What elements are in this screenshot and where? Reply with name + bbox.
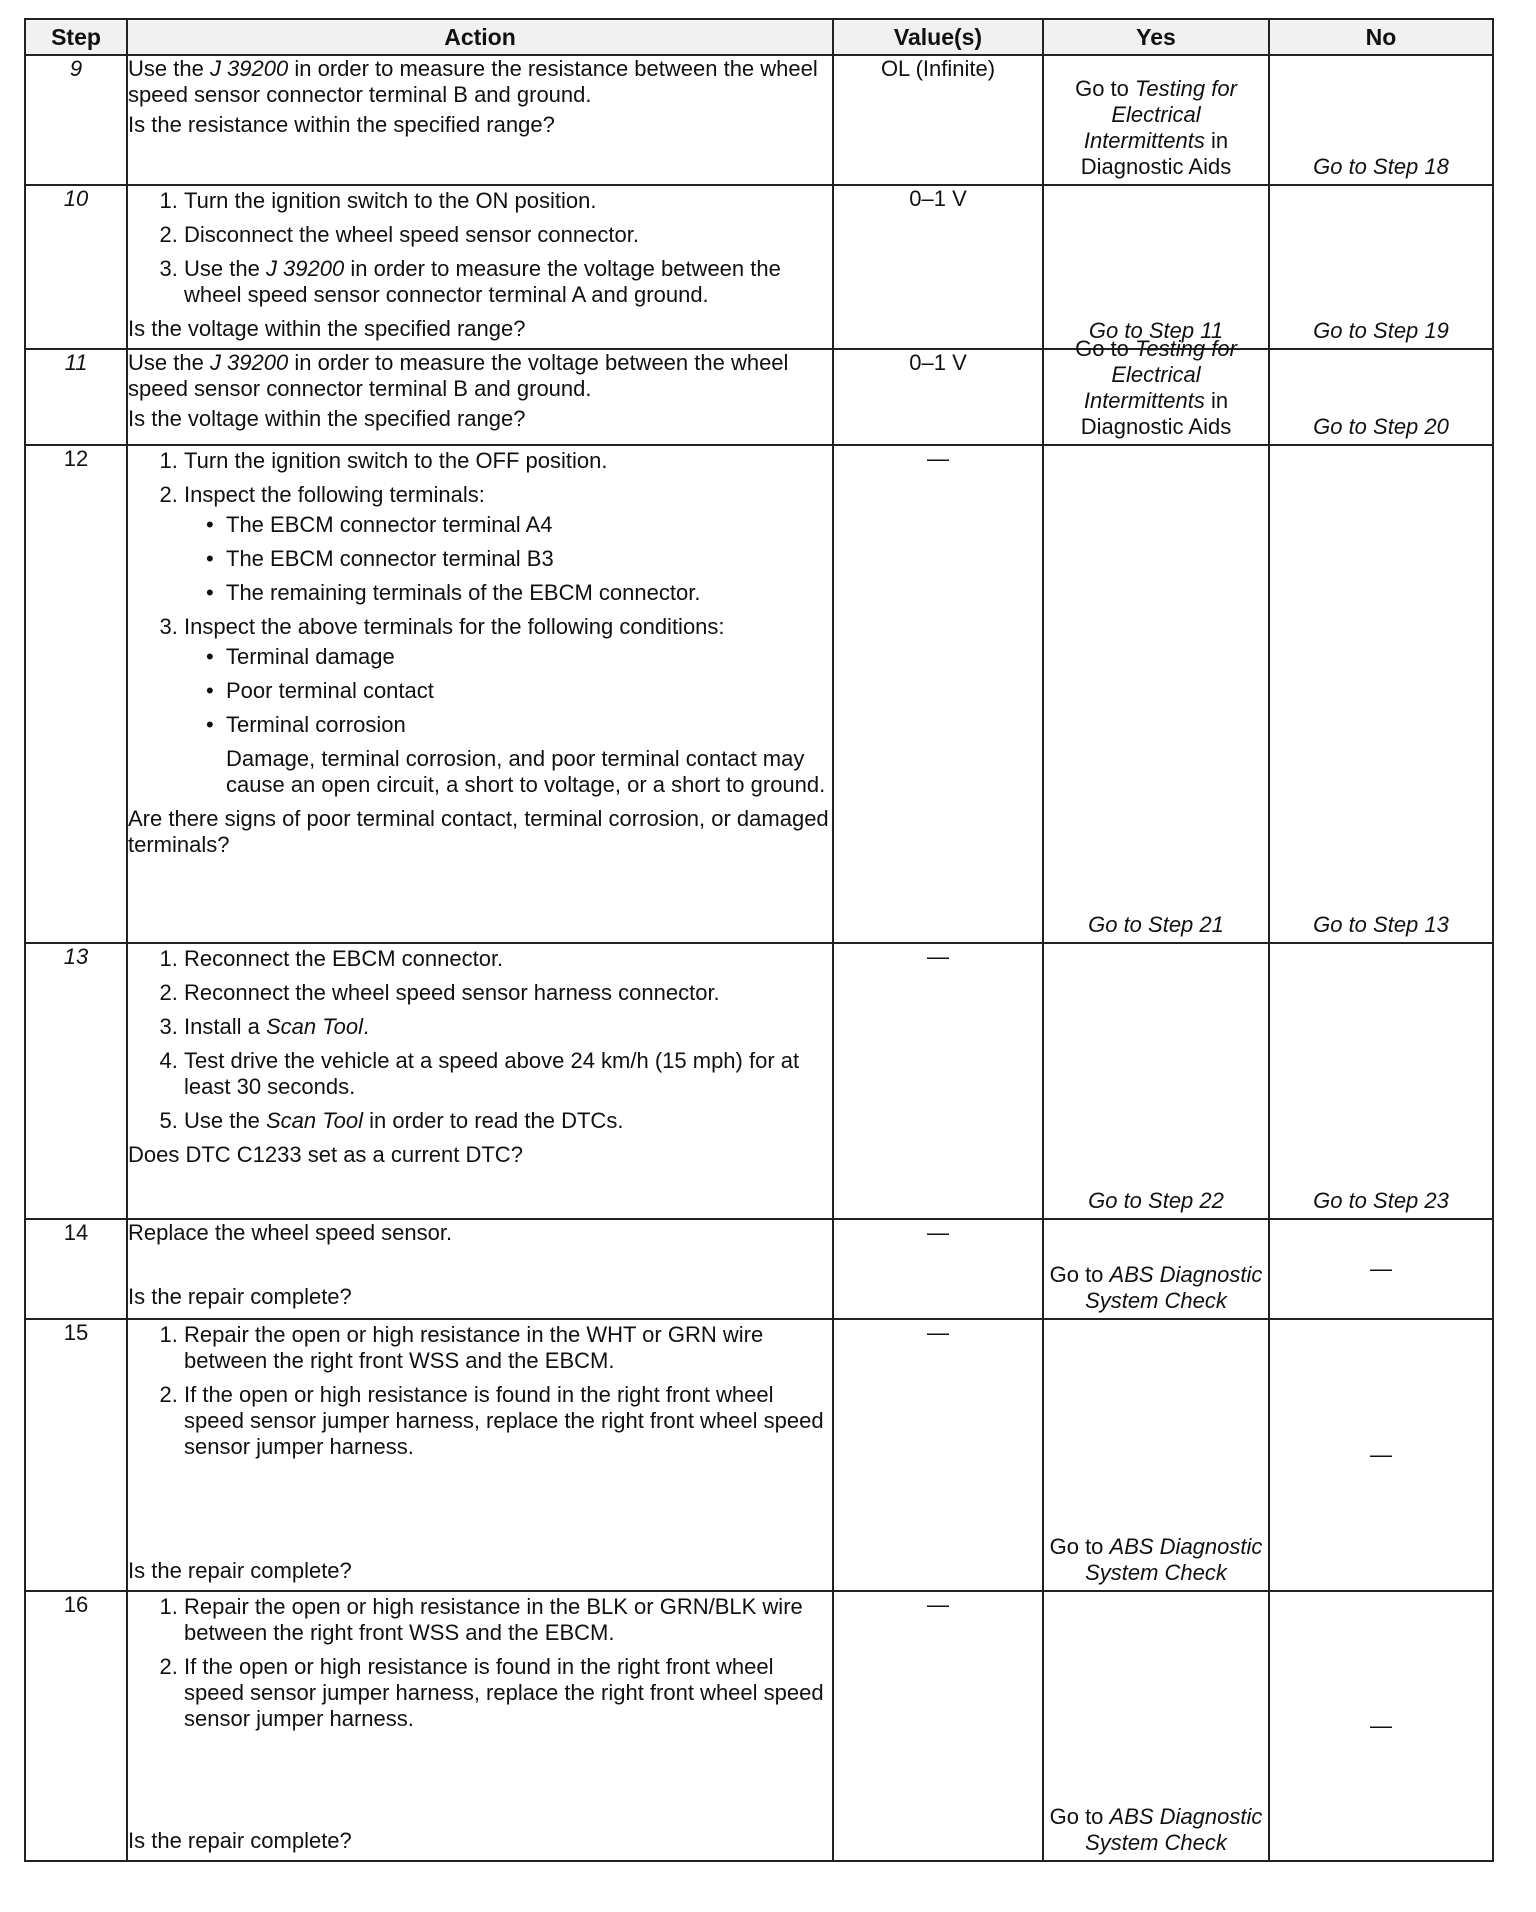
- value-cell: —: [833, 445, 1043, 943]
- action-question: Is the voltage within the specified range?: [128, 316, 526, 341]
- yes-link[interactable]: Go to Testing for Electrical Intermittents in Diagnostic Aids: [1075, 336, 1237, 439]
- no-link[interactable]: Go to Step 20: [1313, 414, 1449, 439]
- action-steps: [128, 188, 832, 308]
- no-cell: —: [1269, 1219, 1493, 1319]
- yes-cell: [1043, 1319, 1269, 1591]
- action-step: 2. If the open or high resistance is found in the right front wheel speed sensor jumper harness, replace the right front wheel speed sensor jumper harness.: [184, 1654, 832, 1732]
- tool-name: Scan Tool: [265, 1108, 363, 1133]
- value-cell: 0–1 V: [833, 185, 1043, 349]
- action-question: Are there signs of poor terminal contact, terminal corrosion, or damaged terminals?: [128, 806, 829, 857]
- action-steps: [128, 448, 832, 798]
- no-cell: —: [1269, 1319, 1493, 1591]
- action-step: 4. Test drive the vehicle at a speed above 24 km/h (15 mph) for at least 30 seconds.: [184, 1048, 832, 1100]
- action-step: 1. Turn the ignition switch to the OFF position.: [184, 448, 832, 474]
- action-step: 1. Turn the ignition switch to the ON position.: [184, 188, 832, 214]
- action-step: 3. Inspect the above terminals for the following conditions: • Terminal damage • Poor terminal contact • Terminal corrosion Damage, terminal corrosion, and poor terminal contact may cause an open circuit, a short to voltage, or a short to ground.: [184, 614, 832, 798]
- action-cell: [127, 1219, 833, 1319]
- yes-link[interactable]: Go to ABS Diagnostic System Check: [1049, 1804, 1263, 1855]
- value-cell: 0–1 V: [833, 349, 1043, 445]
- tool-name: J 39200: [265, 256, 345, 281]
- table-row-step-12: [25, 445, 1493, 943]
- table-row-step-9: [25, 55, 1493, 185]
- tool-name: J 39200: [209, 56, 289, 81]
- step-number: 16: [25, 1591, 127, 1861]
- list-item: • The EBCM connector terminal A4: [226, 512, 832, 538]
- table-row-step-14: [25, 1219, 1493, 1319]
- step-number: 13: [25, 943, 127, 1219]
- value-cell: —: [833, 1219, 1043, 1319]
- action-step: 2. If the open or high resistance is found in the right front wheel speed sensor jumper harness, replace the right front wheel speed sensor jumper harness.: [184, 1382, 832, 1460]
- yes-cell: [1043, 445, 1269, 943]
- action-question: Is the resistance within the specified range?: [128, 112, 555, 137]
- action-text: Replace the wheel speed sensor.: [128, 1220, 453, 1245]
- yes-cell: [1043, 1591, 1269, 1861]
- yes-cell: [1043, 185, 1269, 349]
- action-cell: [127, 55, 833, 185]
- no-cell: [1269, 349, 1493, 445]
- action-cell: [127, 445, 833, 943]
- list-item: • Poor terminal contact: [226, 678, 832, 704]
- header-step: Step: [25, 19, 127, 55]
- header-yes: Yes: [1043, 19, 1269, 55]
- no-link[interactable]: Go to Step 19: [1313, 318, 1449, 343]
- value-cell: —: [833, 1591, 1043, 1861]
- yes-cell: [1043, 1219, 1269, 1319]
- list-item: • The EBCM connector terminal B3: [226, 546, 832, 572]
- yes-cell: [1043, 55, 1269, 185]
- yes-link[interactable]: Go to Step 21: [1088, 912, 1224, 937]
- value-cell: —: [833, 943, 1043, 1219]
- table-row-step-11: [25, 349, 1493, 445]
- action-step: 3. Use the J 39200 in order to measure the voltage between the wheel speed sensor connector terminal A and ground.: [184, 256, 832, 308]
- action-cell: [127, 185, 833, 349]
- action-cell: [127, 1591, 833, 1861]
- action-step: 1. Repair the open or high resistance in the BLK or GRN/BLK wire between the right front WSS and the EBCM.: [184, 1594, 832, 1646]
- no-cell: [1269, 185, 1493, 349]
- action-text: Use the J 39200 in order to measure the voltage between the wheel speed sensor connector terminal B and ground.: [128, 350, 789, 401]
- header-values: Value(s): [833, 19, 1043, 55]
- no-link[interactable]: Go to Step 23: [1313, 1188, 1449, 1213]
- tool-name: Scan Tool: [265, 1014, 363, 1039]
- step-number: 9: [25, 55, 127, 185]
- action-step: 3. Install a Scan Tool.: [184, 1014, 832, 1040]
- step-number: 10: [25, 185, 127, 349]
- list-item: • Terminal damage: [226, 644, 832, 670]
- action-cell: [127, 943, 833, 1219]
- yes-cell: [1043, 336, 1269, 445]
- action-body: [128, 1322, 832, 1584]
- value-cell: —: [833, 1319, 1043, 1591]
- action-step: 2. Disconnect the wheel speed sensor connector.: [184, 222, 832, 248]
- action-question: Is the repair complete?: [128, 1828, 352, 1853]
- action-step: 1. Repair the open or high resistance in the WHT or GRN wire between the right front WSS and the EBCM.: [184, 1322, 832, 1374]
- header-no: No: [1269, 19, 1493, 55]
- header-action: Action: [127, 19, 833, 55]
- header-row: [25, 19, 1493, 55]
- step-number: 12: [25, 445, 127, 943]
- yes-link[interactable]: Go to ABS Diagnostic System Check: [1049, 1262, 1263, 1313]
- action-cell: [127, 349, 833, 445]
- no-cell: [1269, 55, 1493, 185]
- step-number: 15: [25, 1319, 127, 1591]
- action-question: Is the voltage within the specified range?: [128, 406, 526, 431]
- table-row-step-13: [25, 943, 1493, 1219]
- action-text: Use the J 39200 in order to measure the resistance between the wheel speed sensor connector terminal B and ground.: [128, 56, 818, 107]
- diagnostic-table-page: [24, 18, 1492, 1862]
- action-steps: [128, 1322, 832, 1460]
- table-row-step-10: [25, 185, 1493, 349]
- value-cell: OL (Infinite): [833, 55, 1043, 185]
- table-row-step-15: [25, 1319, 1493, 1591]
- action-cell: [127, 1319, 833, 1591]
- yes-link[interactable]: Go to Testing for Electrical Intermittents in Diagnostic Aids: [1075, 76, 1237, 179]
- yes-cell: [1043, 943, 1269, 1219]
- action-question: Does DTC C1233 set as a current DTC?: [128, 1142, 523, 1167]
- list-item: • The remaining terminals of the EBCM connector.: [226, 580, 832, 606]
- no-cell: —: [1269, 1591, 1493, 1861]
- action-step: 2. Inspect the following terminals: • The EBCM connector terminal A4 • The EBCM connector terminal B3 • The remaining terminals of the EBCM connector.: [184, 482, 832, 606]
- terminal-list: [184, 512, 832, 606]
- action-body: [128, 1220, 832, 1310]
- action-body: [128, 1594, 832, 1854]
- step-number: 14: [25, 1219, 127, 1319]
- no-link[interactable]: Go to Step 13: [1313, 912, 1449, 937]
- no-cell: [1269, 445, 1493, 943]
- action-steps: [128, 1594, 832, 1732]
- yes-link[interactable]: Go to Step 11: [1088, 318, 1224, 343]
- action-step: 2. Reconnect the wheel speed sensor harness connector.: [184, 980, 832, 1006]
- step-number: 11: [25, 349, 127, 445]
- action-question: Is the repair complete?: [128, 1284, 352, 1309]
- action-question: Is the repair complete?: [128, 1558, 352, 1583]
- condition-list: [184, 644, 832, 738]
- diagnostic-table: [24, 18, 1494, 1862]
- condition-note: Damage, terminal corrosion, and poor terminal contact may cause an open circuit, a short to voltage, or a short to ground.: [226, 746, 826, 797]
- action-step: 5. Use the Scan Tool in order to read the DTCs.: [184, 1108, 832, 1134]
- tool-name: J 39200: [209, 350, 289, 375]
- action-step: 1. Reconnect the EBCM connector.: [184, 946, 832, 972]
- table-row-step-16: [25, 1591, 1493, 1861]
- yes-link[interactable]: Go to Step 22: [1088, 1188, 1224, 1213]
- list-item: • Terminal corrosion: [226, 712, 832, 738]
- action-steps: [128, 946, 832, 1134]
- no-cell: [1269, 943, 1493, 1219]
- yes-link[interactable]: Go to ABS Diagnostic System Check: [1049, 1534, 1263, 1585]
- no-link[interactable]: Go to Step 18: [1313, 154, 1449, 179]
